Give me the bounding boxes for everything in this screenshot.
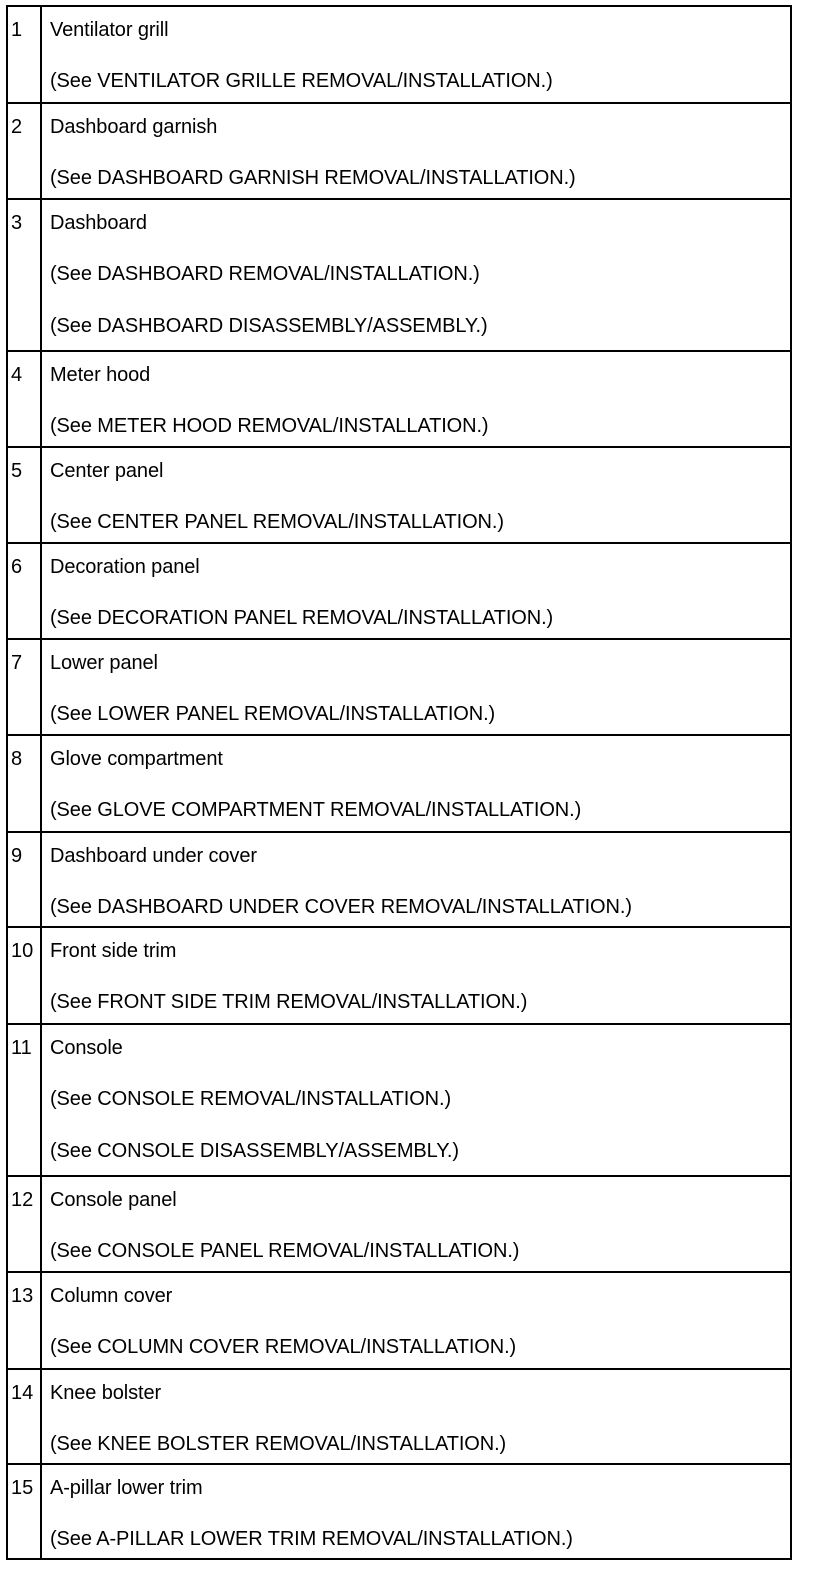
procedure-reference-link[interactable]: (See VENTILATOR GRILLE REMOVAL/INSTALLATION.)	[50, 70, 553, 92]
item-number: 15	[11, 1477, 34, 1499]
item-number-cell	[8, 928, 42, 1023]
item-description-cell	[44, 1465, 790, 1558]
item-number-cell	[8, 1177, 42, 1271]
table-row	[8, 1465, 790, 1558]
item-number-cell	[8, 1025, 42, 1175]
item-number-cell	[8, 1370, 42, 1463]
item-description-cell	[44, 544, 790, 638]
item-number-cell	[8, 833, 42, 926]
procedure-reference-link[interactable]: (See CONSOLE DISASSEMBLY/ASSEMBLY.)	[50, 1140, 459, 1162]
item-number: 10	[11, 940, 34, 962]
component-name: Dashboard	[50, 212, 147, 234]
item-number: 6	[11, 556, 23, 578]
item-number: 4	[11, 364, 23, 386]
procedure-reference-link[interactable]: (See DASHBOARD REMOVAL/INSTALLATION.)	[50, 263, 480, 285]
component-name: Glove compartment	[50, 748, 223, 770]
item-description-cell	[44, 1370, 790, 1463]
item-description-cell	[44, 1025, 790, 1175]
table-row	[8, 736, 790, 833]
table-row	[8, 1273, 790, 1370]
table-row	[8, 640, 790, 736]
item-number-cell	[8, 200, 42, 350]
procedure-reference-link[interactable]: (See DASHBOARD GARNISH REMOVAL/INSTALLATION.)	[50, 167, 576, 189]
procedure-reference-link[interactable]: (See CONSOLE PANEL REMOVAL/INSTALLATION.)	[50, 1240, 520, 1262]
component-name: Front side trim	[50, 940, 177, 962]
item-number-cell	[8, 352, 42, 446]
item-description-cell	[44, 640, 790, 734]
item-number: 8	[11, 748, 23, 770]
item-number: 9	[11, 845, 23, 867]
procedure-reference-link[interactable]: (See FRONT SIDE TRIM REMOVAL/INSTALLATION.)	[50, 991, 528, 1013]
component-name: Meter hood	[50, 364, 151, 386]
item-description-cell	[44, 928, 790, 1023]
component-name: Decoration panel	[50, 556, 200, 578]
item-number: 1	[11, 19, 23, 41]
item-description-cell	[44, 833, 790, 926]
table-row	[8, 544, 790, 640]
item-description-cell	[44, 7, 790, 102]
component-name: Center panel	[50, 460, 164, 482]
procedure-reference-link[interactable]: (See DASHBOARD DISASSEMBLY/ASSEMBLY.)	[50, 315, 488, 337]
item-number: 11	[11, 1037, 32, 1059]
item-number: 13	[11, 1285, 34, 1307]
item-number: 7	[11, 652, 23, 674]
component-name: Knee bolster	[50, 1382, 162, 1404]
component-name: Column cover	[50, 1285, 173, 1307]
table-row	[8, 7, 790, 104]
item-description-cell	[44, 448, 790, 542]
item-number-cell	[8, 736, 42, 831]
item-number-cell	[8, 1273, 42, 1368]
table-row	[8, 928, 790, 1025]
table-row	[8, 104, 790, 200]
item-number-cell	[8, 7, 42, 102]
component-name: Console panel	[50, 1189, 177, 1211]
procedure-reference-link[interactable]: (See DASHBOARD UNDER COVER REMOVAL/INSTALLATION.)	[50, 896, 632, 918]
item-description-cell	[44, 736, 790, 831]
component-name: Lower panel	[50, 652, 158, 674]
table-row	[8, 833, 790, 928]
procedure-reference-link[interactable]: (See CENTER PANEL REMOVAL/INSTALLATION.)	[50, 511, 504, 533]
item-number-cell	[8, 104, 42, 198]
procedure-reference-link[interactable]: (See CONSOLE REMOVAL/INSTALLATION.)	[50, 1088, 452, 1110]
item-number-cell	[8, 640, 42, 734]
table-row	[8, 200, 790, 352]
item-number: 3	[11, 212, 23, 234]
procedure-reference-link[interactable]: (See COLUMN COVER REMOVAL/INSTALLATION.)	[50, 1336, 517, 1358]
table-row	[8, 1177, 790, 1273]
item-number: 12	[11, 1189, 34, 1211]
component-name: Console	[50, 1037, 123, 1059]
item-number: 2	[11, 116, 23, 138]
procedure-reference-link[interactable]: (See GLOVE COMPARTMENT REMOVAL/INSTALLATION.)	[50, 799, 582, 821]
item-description-cell	[44, 352, 790, 446]
component-name: A-pillar lower trim	[50, 1477, 203, 1499]
component-name: Dashboard under cover	[50, 845, 257, 867]
item-number-cell	[8, 448, 42, 542]
component-name: Ventilator grill	[50, 19, 169, 41]
procedure-reference-link[interactable]: (See KNEE BOLSTER REMOVAL/INSTALLATION.)	[50, 1433, 507, 1455]
component-table	[6, 5, 792, 1560]
component-name: Dashboard garnish	[50, 116, 218, 138]
item-description-cell	[44, 200, 790, 350]
item-number-cell	[8, 1465, 42, 1558]
item-number-cell	[8, 544, 42, 638]
procedure-reference-link[interactable]: (See DECORATION PANEL REMOVAL/INSTALLATION.)	[50, 607, 554, 629]
item-description-cell	[44, 1273, 790, 1368]
table-row	[8, 448, 790, 544]
item-number: 5	[11, 460, 23, 482]
procedure-reference-link[interactable]: (See METER HOOD REMOVAL/INSTALLATION.)	[50, 415, 489, 437]
table-row	[8, 1025, 790, 1177]
item-description-cell	[44, 104, 790, 198]
table-row	[8, 1370, 790, 1465]
item-number: 14	[11, 1382, 34, 1404]
item-description-cell	[44, 1177, 790, 1271]
procedure-reference-link[interactable]: (See LOWER PANEL REMOVAL/INSTALLATION.)	[50, 703, 496, 725]
procedure-reference-link[interactable]: (See A-PILLAR LOWER TRIM REMOVAL/INSTALLATION.)	[50, 1528, 573, 1550]
table-row	[8, 352, 790, 448]
